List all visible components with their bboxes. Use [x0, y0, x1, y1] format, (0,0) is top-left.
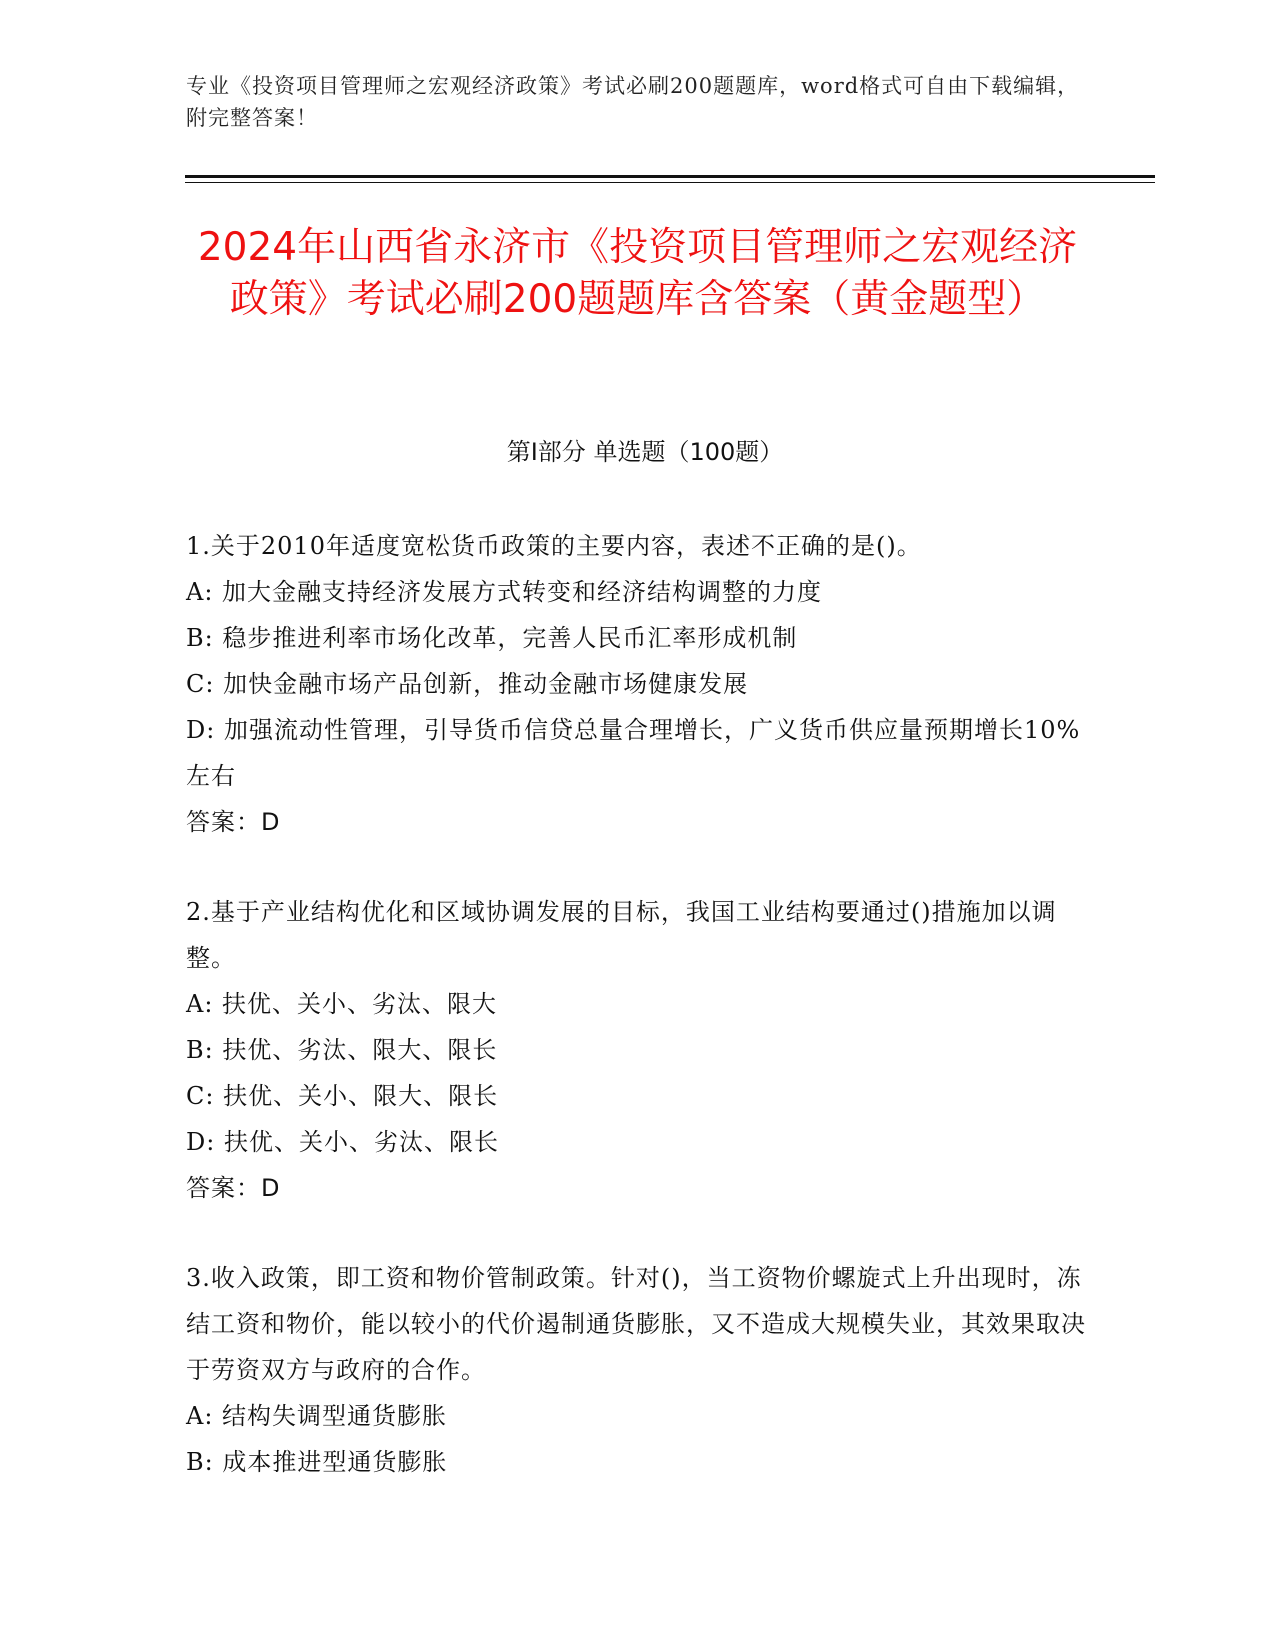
header-note: 专业《投资项目管理师之宏观经济政策》考试必刷200题题库，word格式可自由下载编辑，附完整答案！ [186, 74, 1080, 130]
question-stem: 2.基于产业结构优化和区域协调发展的目标，我国工业结构要通过()措施加以调整。 [186, 898, 1057, 972]
question-list [186, 523, 1086, 1529]
option-c: C: 扶优、关小、限大、限长 [186, 1082, 499, 1110]
question-stem: 1.关于2010年适度宽松货币政策的主要内容，表述不正确的是()。 [186, 532, 922, 560]
option-b: B: 成本推进型通货膨胀 [186, 1448, 448, 1476]
option-b: B: 扶优、劣汰、限大、限长 [186, 1036, 498, 1064]
option-a: A: 扶优、关小、劣汰、限大 [186, 990, 498, 1018]
option-a: A: 结构失调型通货膨胀 [186, 1402, 448, 1430]
option-c: C: 加快金融市场产品创新，推动金融市场健康发展 [186, 670, 749, 698]
answer: 答案：D [186, 1174, 281, 1202]
answer: 答案：D [186, 808, 281, 836]
option-d: D: 扶优、关小、劣汰、限长 [186, 1128, 499, 1156]
question-2 [186, 889, 1086, 1211]
header-rule-thin [185, 182, 1155, 183]
option-b: B: 稳步推进利率市场化改革，完善人民币汇率形成机制 [186, 624, 798, 652]
header-rule-thick [185, 175, 1155, 178]
question-stem: 3.收入政策，即工资和物价管制政策。针对()，当工资物价螺旋式上升出现时，冻结工资和物价，能以较小的代价遏制通货膨胀，又不造成大规模失业，其效果取决于劳资双方与政府的合作。 [186, 1264, 1086, 1384]
document-title: 2024年山西省永济市《投资项目管理师之宏观经济政策》考试必刷200题题库含答案（黄金题型） [197, 225, 1078, 322]
option-a: A: 加大金融支持经济发展方式转变和经济结构调整的力度 [186, 578, 823, 606]
option-d: D: 加强流动性管理，引导货币信贷总量合理增长，广义货币供应量预期增长10%左右 [186, 716, 1081, 790]
section-heading: 第Ⅰ部分 单选题（100题） [506, 438, 784, 466]
question-3 [186, 1255, 1086, 1485]
question-1 [186, 523, 1086, 845]
